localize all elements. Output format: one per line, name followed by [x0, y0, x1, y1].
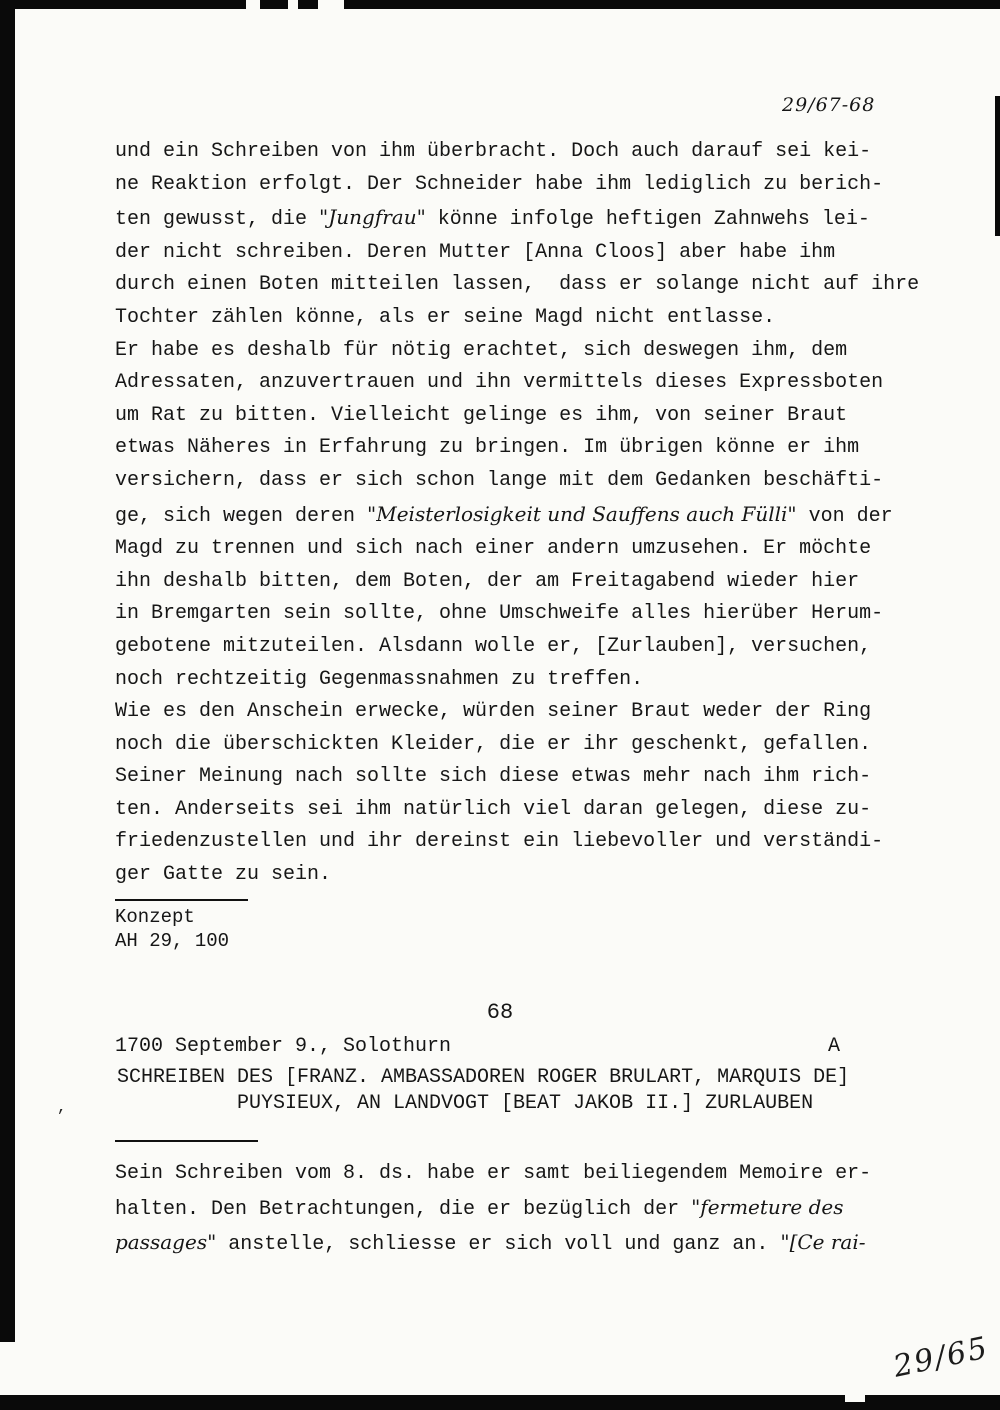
italic-phrase: passages" — [115, 1230, 217, 1255]
text-line — [115, 859, 919, 892]
text-run: Seiner Meinung nach sollte sich diese etwas mehr nach ihm rich- — [115, 765, 872, 789]
italic-phrase: "[Ce rai- — [780, 1230, 866, 1255]
sigla-block — [115, 906, 229, 953]
text-line — [115, 335, 919, 368]
text-run: noch rechtzeitig Gegenmassnahmen zu treffen. — [115, 667, 644, 691]
entry-heading-line2: PUYSIEUX, AN LANDVOGT [BEAT JAKOB II.] ZURLAUBEN — [237, 1092, 814, 1115]
italic-phrase: "Jungfrau" — [319, 205, 426, 230]
italic-phrase: "Meisterlosigkeit und Sauffens auch Fülli" — [367, 501, 797, 526]
main-body — [115, 136, 919, 892]
scan-edge-left — [0, 0, 15, 1342]
text-run: von der — [796, 504, 893, 528]
scan-speck: , — [57, 1098, 67, 1116]
text-run: der nicht schreiben. Deren Mutter [Anna Cloos] aber habe ihm — [115, 240, 836, 264]
sigla-rule — [115, 899, 248, 901]
text-line — [115, 498, 919, 534]
text-run: ihn deshalb bitten, dem Boten, der am Freitagabend wieder hier — [115, 569, 860, 593]
text-run: Sein Schreiben vom 8. ds. habe er samt beiliegendem Memoire er- — [115, 1162, 872, 1185]
text-run: anstelle, schliesse er sich voll und ganz an. — [216, 1233, 781, 1257]
text-run: etwas Näheres in Erfahrung zu bringen. Im übrigen könne er ihm — [115, 436, 860, 460]
entry-date-line: 1700 September 9., Solothurn — [115, 1035, 452, 1058]
page-reference: 29/67-68 — [782, 94, 876, 116]
text-run: Er habe es deshalb für nötig erachtet, sich deswegen ihm, dem — [115, 338, 848, 362]
entry-heading-line1: SCHREIBEN DES [FRANZ. AMBASSADOREN ROGER BRULART, MARQUIS DE] — [117, 1066, 850, 1089]
text-run: um Rat zu bitten. Vielleicht gelinge es ihm, von seiner Braut — [115, 403, 848, 427]
text-line — [115, 367, 919, 400]
scan-edge-bottom-gap — [845, 1395, 865, 1402]
text-line — [115, 826, 919, 859]
text-run: ten gewusst, die — [115, 208, 320, 232]
scan-edge-top-gap — [288, 0, 298, 9]
scan-edge-top-gap — [318, 0, 344, 9]
text-run: ge, sich wegen deren — [115, 504, 368, 528]
text-line — [115, 432, 919, 465]
text-line — [115, 794, 919, 827]
scan-edge-top — [0, 0, 1000, 9]
text-line — [115, 1158, 871, 1191]
entry-letter: A — [828, 1035, 841, 1058]
handwritten-note: 29/65 — [890, 1330, 993, 1385]
text-line — [115, 302, 919, 335]
text-run: gebotene mitzuteilen. Alsdann wolle er, [Zurlauben], versuchen, — [115, 634, 872, 658]
sigla-reference: AH 29, 100 — [115, 929, 230, 952]
entry-body — [115, 1158, 871, 1262]
text-line — [115, 631, 919, 664]
text-run: durch einen Boten mitteilen lassen, dass er solange nicht auf ihre — [115, 273, 920, 297]
entry-number: 68 — [486, 1000, 514, 1025]
text-line — [115, 237, 919, 270]
text-run: friedenzustellen und ihr dereinst ein liebevoller und verständi- — [115, 830, 884, 854]
text-line — [115, 1191, 871, 1227]
text-run: Adressaten, anzuvertrauen und ihn vermittels dieses Expressboten — [115, 371, 884, 395]
text-run: ten. Anderseits sei ihm natürlich viel daran gelegen, diese zu- — [115, 797, 872, 821]
text-run: versichern, dass er sich schon lange mit dem Gedanken beschäfti- — [115, 468, 884, 492]
text-run: halten. Den Betrachtungen, die er bezüglich der — [115, 1197, 692, 1221]
text-line — [115, 761, 919, 794]
text-line — [115, 269, 919, 302]
text-run: ger Gatte zu sein. — [115, 863, 332, 887]
text-line — [115, 400, 919, 433]
text-line — [115, 729, 919, 762]
text-run: könne infolge heftigen Zahnwehs lei- — [425, 208, 870, 232]
text-run: in Bremgarten sein sollte, ohne Umschweife alles hierüber Herum- — [115, 602, 884, 626]
text-run: Magd zu trennen und sich nach einer andern umzusehen. Er möchte — [115, 537, 872, 561]
text-line — [115, 169, 919, 202]
text-line — [115, 1226, 871, 1262]
text-run: noch die überschickten Kleider, die er ihr geschenkt, gefallen. — [115, 732, 872, 756]
text-line — [115, 533, 919, 566]
text-run: ne Reaktion erfolgt. Der Schneider habe ihm lediglich zu berich- — [115, 172, 884, 196]
text-run: Tochter zählen könne, als er seine Magd nicht entlasse. — [115, 305, 776, 329]
scan-edge-top-gap — [246, 0, 260, 9]
text-line — [115, 566, 919, 599]
sigla-type: Konzept — [115, 906, 195, 928]
scan-edge-right-sliver — [995, 96, 1000, 236]
text-line — [115, 201, 919, 237]
text-line — [115, 598, 919, 631]
text-line — [115, 465, 919, 498]
text-run: Wie es den Anschein erwecke, würden seiner Braut weder der Ring — [115, 700, 872, 724]
text-run: und ein Schreiben von ihm überbracht. Doch auch darauf sei kei- — [115, 140, 872, 163]
text-line — [115, 136, 919, 169]
text-line — [115, 696, 919, 729]
entry-rule — [115, 1140, 258, 1142]
italic-phrase: "fermeture des — [691, 1194, 844, 1219]
text-line — [115, 664, 919, 697]
